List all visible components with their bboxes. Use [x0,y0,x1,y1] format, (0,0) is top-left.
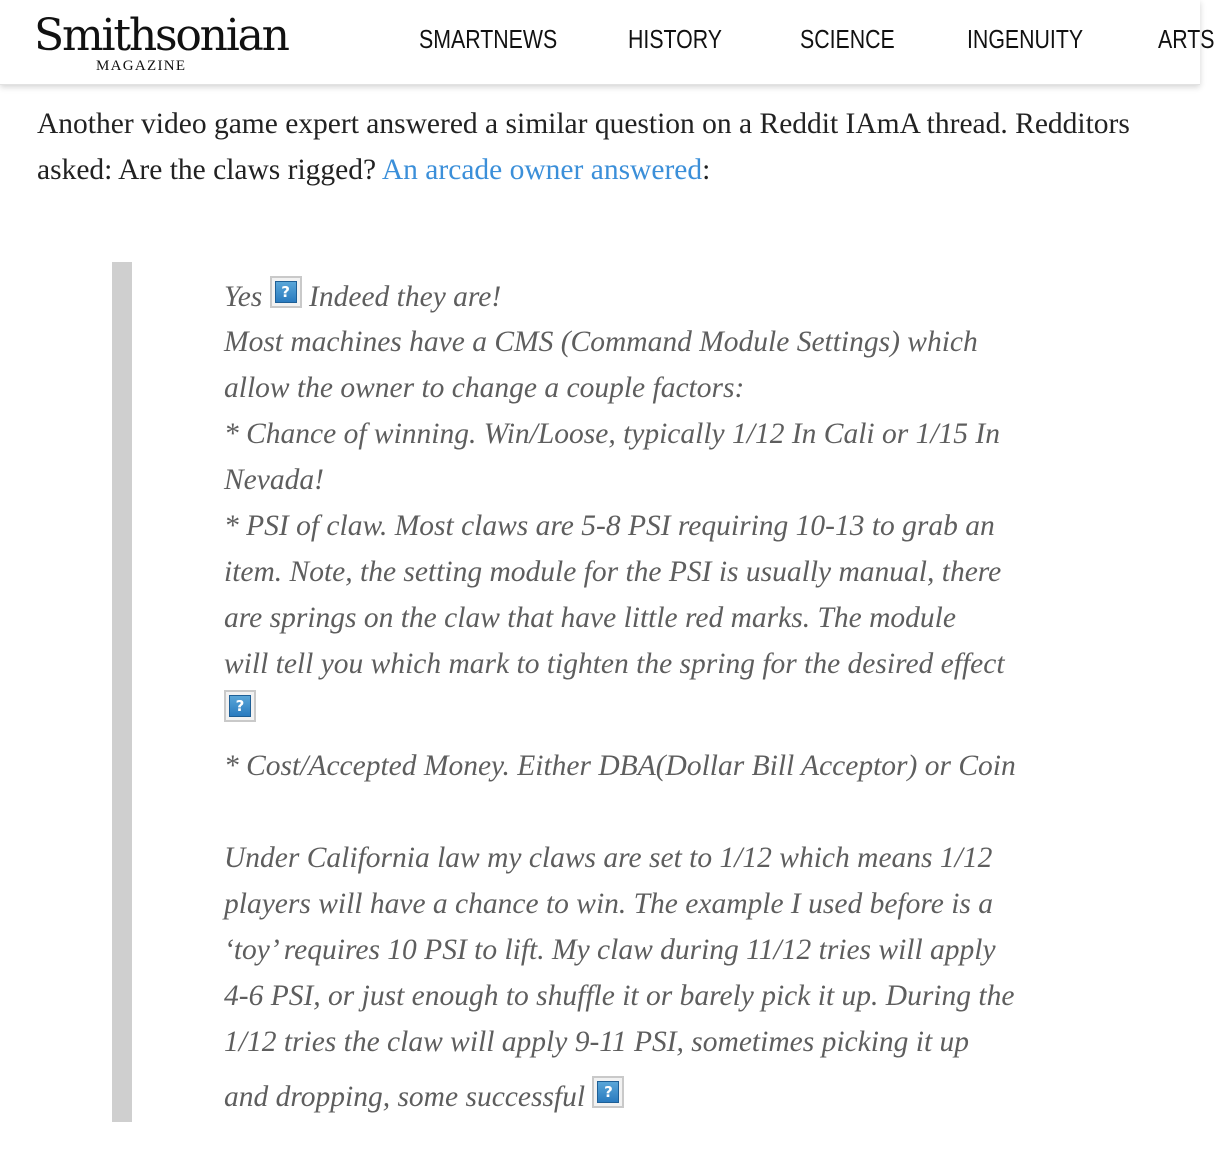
nav-history[interactable]: HISTORY [628,24,723,54]
quote-line: * Chance of winning. Win/Loose, typically 1/12 In Cali or 1/15 In [224,418,1000,450]
quote-line: players will have a chance to win. The example I used before is a [224,888,994,920]
intro-text: Another video game expert answered a similar question on a Reddit IAmA thread. Redditors asked: Are the claws rigged? [37,108,1130,186]
logo-subtitle: MAGAZINE [96,58,187,74]
nav-ingenuity[interactable]: INGENUITY [967,24,1084,54]
quote-line: Nevada! [224,464,324,496]
site-header [0,0,1214,85]
nav-smartnews[interactable]: SMARTNEWS [419,24,558,54]
quote-line [224,690,256,731]
smithsonian-logo[interactable] [34,10,288,76]
intro-colon: : [702,154,711,186]
missing-emoji-icon: ? [592,1076,624,1108]
quote-line: * PSI of claw. Most claws are 5-8 PSI requiring 10-13 to grab an [224,510,995,542]
quote-line: Under California law my claws are set to 1/12 which means 1/12 [224,842,993,874]
arcade-owner-link[interactable]: An arcade owner answered [381,154,703,186]
quote-line: ‘toy’ requires 10 PSI to lift. My claw during 11/12 tries will apply [224,934,996,966]
quote-line: 4-6 PSI, or just enough to shuffle it or barely pick it up. During the [224,980,1015,1012]
missing-emoji-icon: ? [224,690,256,722]
nav-science[interactable]: SCIENCE [800,24,895,54]
quote-line: Most machines have a CMS (Command Module Settings) which [224,326,978,358]
quote-line: and dropping, some successful ? [224,1076,624,1117]
logo-wordmark: Smithsonian [34,10,288,61]
quote-line: * Cost/Accepted Money. Either DBA(Dollar Bill Acceptor) or Coin [224,750,1016,782]
quote-line: are springs on the claw that have little red marks. The module [224,602,956,634]
quote-line: item. Note, the setting module for the PSI is usually manual, there [224,556,1002,588]
blockquote-bar [112,262,132,1122]
quote-line: will tell you which mark to tighten the spring for the desired effect [224,648,1005,680]
quote-line: Yes ? Indeed they are! [224,276,501,317]
nav-arts[interactable]: ARTS [1158,24,1214,54]
article-intro [37,101,1187,193]
missing-emoji-icon: ? [270,276,302,308]
quote-line: 1/12 tries the claw will apply 9-11 PSI, sometimes picking it up [224,1026,970,1058]
quote-line: allow the owner to change a couple factors: [224,372,745,404]
